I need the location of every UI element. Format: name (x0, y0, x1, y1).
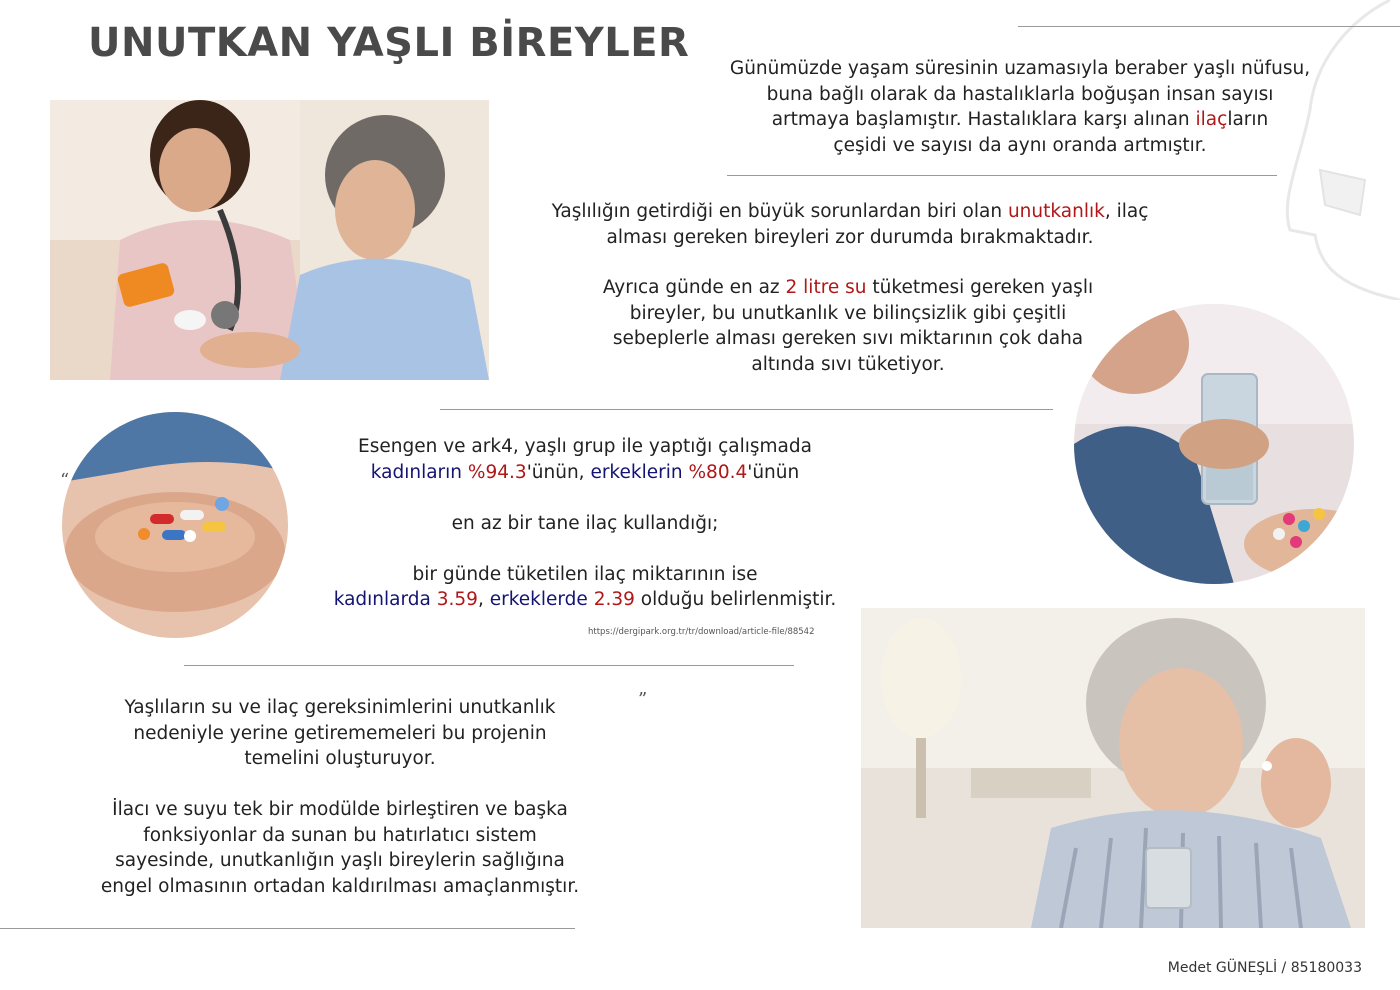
page-title: UNUTKAN YAŞLI BİREYLER (88, 20, 690, 66)
study-line: kadınların %94.3'ünün, erkeklerin %80.4'ünün (370, 461, 800, 483)
divider (1018, 26, 1400, 27)
close-quote-mark: ” (638, 689, 648, 710)
project-line: nedeniyle yerine getirememeleri bu projenin (133, 722, 547, 744)
intro-line: Günümüzde yaşam süresinin uzamasıyla beraber yaşlı nüfusu, (729, 58, 1311, 79)
author-footer: Medet GÜNEŞLİ / 85180033 (1167, 960, 1362, 976)
project-line: sayesinde, unutkanlığın yaşlı bireylerin sağlığına (115, 850, 565, 871)
women-daily-value: 3.59 (436, 589, 478, 610)
project-line: engel olmasının ortadan kaldırılması amaçlanmıştır. (100, 875, 580, 897)
men-daily-value: 2.39 (593, 589, 635, 610)
project-line: İlacı ve suyu tek bir modülde birleştiren ve başka (112, 799, 568, 820)
men-percentage: %80.4 (688, 461, 748, 483)
nurse-giving-pills-photo (50, 100, 489, 380)
study-line: bir günde tüketilen ilaç miktarının ise (412, 563, 758, 585)
open-quote-mark: “ (60, 470, 70, 491)
water-line: bireyler, bu unutkanlık ve bilinçsizlik gibi çeşitli (629, 302, 1067, 324)
divider (0, 928, 575, 929)
water-glass-and-pills-photo (1074, 304, 1354, 584)
water-paragraph (548, 275, 1148, 377)
study-line: kadınlarda 3.59, erkeklerde 2.39 olduğu belirlenmiştir. (333, 589, 837, 610)
project-line: Yaşlıların su ve ilaç gereksinimlerini unutkanlık (124, 697, 556, 718)
highlight-water-amount: 2 litre su (785, 277, 867, 298)
elderly-woman-taking-pill-photo (861, 608, 1365, 928)
women-daily-label: kadınlarda (333, 589, 431, 610)
study-paragraph (285, 434, 885, 613)
project-line: temelini oluşturuyor. (244, 748, 436, 769)
source-link[interactable]: https://dergipark.org.tr/tr/download/article-file/88542 (588, 627, 815, 637)
water-line: Ayrıca günde en az 2 litre su tüketmesi gereken yaşlı (602, 277, 1094, 298)
women-percentage: %94.3 (467, 461, 527, 483)
pills-in-hands-photo (62, 412, 288, 638)
men-label: erkeklerin (590, 461, 683, 483)
women-label: kadınların (370, 461, 463, 483)
men-daily-label: erkeklerde (489, 589, 588, 610)
highlight-medicine: ilaç (1195, 109, 1228, 130)
study-line: en az bir tane ilaç kullandığı; (451, 512, 719, 534)
divider (440, 409, 1053, 410)
intro-paragraph (680, 56, 1360, 158)
forgetfulness-line: alması gereken bireyleri zor durumda bırakmaktadır. (606, 226, 1094, 248)
study-line: Esengen ve ark4, yaşlı grup ile yaptığı çalışmada (358, 436, 812, 457)
project-paragraph (70, 695, 610, 899)
intro-line: buna bağlı olarak da hastalıklarla boğuşan insan sayısı (766, 83, 1274, 105)
highlight-forgetfulness: unutkanlık (1007, 201, 1105, 222)
project-line: fonksiyonlar da sunan bu hatırlatıcı sistem (143, 824, 537, 846)
forgetfulness-line: Yaşlılığın getirdiği en büyük sorunlardan biri olan unutkanlık, ilaç (551, 201, 1149, 222)
intro-line: çeşidi ve sayısı da aynı oranda artmıştır. (833, 134, 1207, 156)
divider (184, 665, 794, 666)
water-line: altında sıvı tüketiyor. (751, 353, 945, 375)
water-line: sebeplerle alması gereken sıvı miktarının çok daha (612, 328, 1084, 349)
forgetfulness-paragraph (500, 199, 1200, 250)
intro-line: artmaya başlamıştır. Hastalıklara karşı alınan ilaçların (771, 109, 1269, 130)
divider (727, 175, 1277, 176)
